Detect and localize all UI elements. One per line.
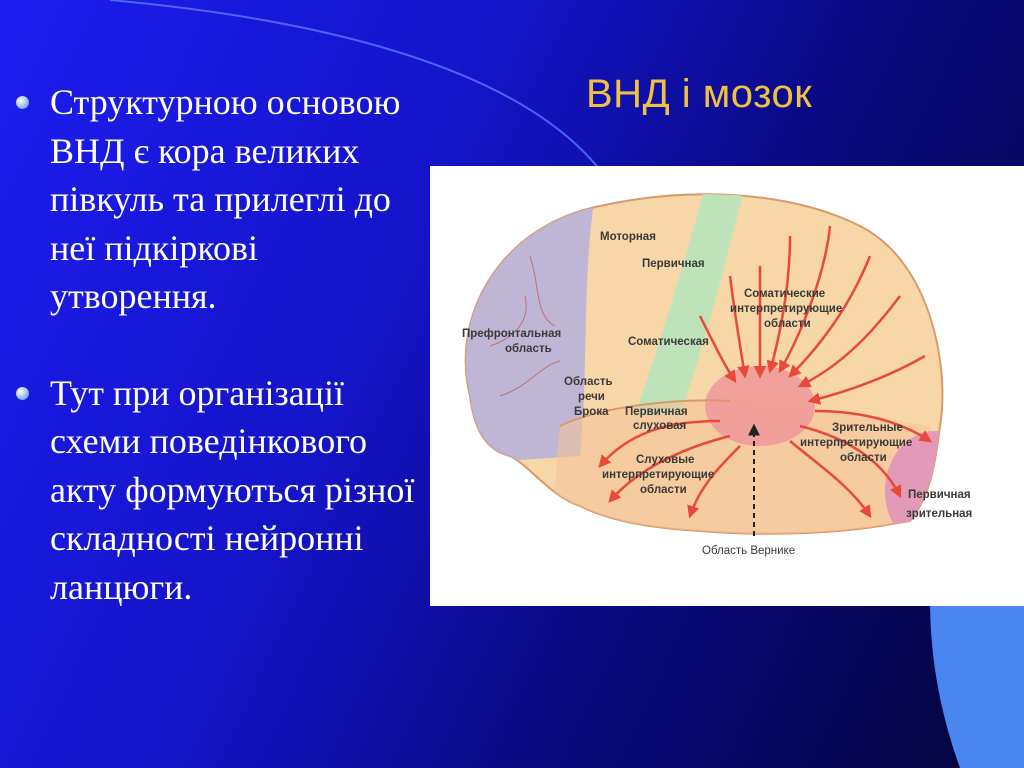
bullet-text: Тут при організації схеми поведінкового акту формуються різної складності нейронні ланцюги. xyxy=(50,372,415,607)
label-broca-3: Брока xyxy=(574,406,609,418)
label-prefrontal-2: область xyxy=(505,343,552,355)
label-somatic-interp-1: Соматические xyxy=(744,288,826,300)
label-aud-primary-1: Первичная xyxy=(625,406,688,418)
label-vis-primary-1: Первичная xyxy=(908,489,971,501)
bullet-text: Структурною основою ВНД є кора великих півкуль та прилеглі до неї підкіркові утворення. xyxy=(50,82,401,316)
label-broca-1: Область xyxy=(564,376,613,388)
label-primary: Первичная xyxy=(642,258,705,270)
label-vis-primary-2: зрительная xyxy=(906,508,973,520)
label-broca-2: речи xyxy=(578,391,605,403)
label-aud-interp-2: интерпретирующие xyxy=(602,469,715,481)
bullet-list xyxy=(12,78,422,611)
brain-outline xyxy=(430,166,985,551)
label-aud-primary-2: слуховая xyxy=(633,420,687,432)
label-wernicke: Область Вернике xyxy=(702,545,796,557)
bullet-icon xyxy=(16,96,29,109)
label-somatic-interp-3: области xyxy=(764,318,811,330)
slide-title: ВНД і мозок xyxy=(586,72,813,116)
bullet-item xyxy=(12,369,422,612)
label-aud-interp-3: области xyxy=(640,484,687,496)
label-motor: Моторная xyxy=(600,231,656,243)
label-vis-interp-1: Зрительные xyxy=(832,422,903,434)
label-somatic: Соматическая xyxy=(628,336,709,348)
label-vis-interp-3: области xyxy=(840,452,887,464)
bullet-icon xyxy=(16,387,29,400)
label-aud-interp-1: Слуховые xyxy=(636,454,695,466)
label-somatic-interp-2: интерпретирующие xyxy=(730,303,843,315)
label-prefrontal-1: Префронтальная xyxy=(462,328,562,340)
bullet-item xyxy=(12,78,422,321)
label-vis-interp-2: интерпретирующие xyxy=(800,437,913,449)
brain-diagram xyxy=(430,166,1024,606)
